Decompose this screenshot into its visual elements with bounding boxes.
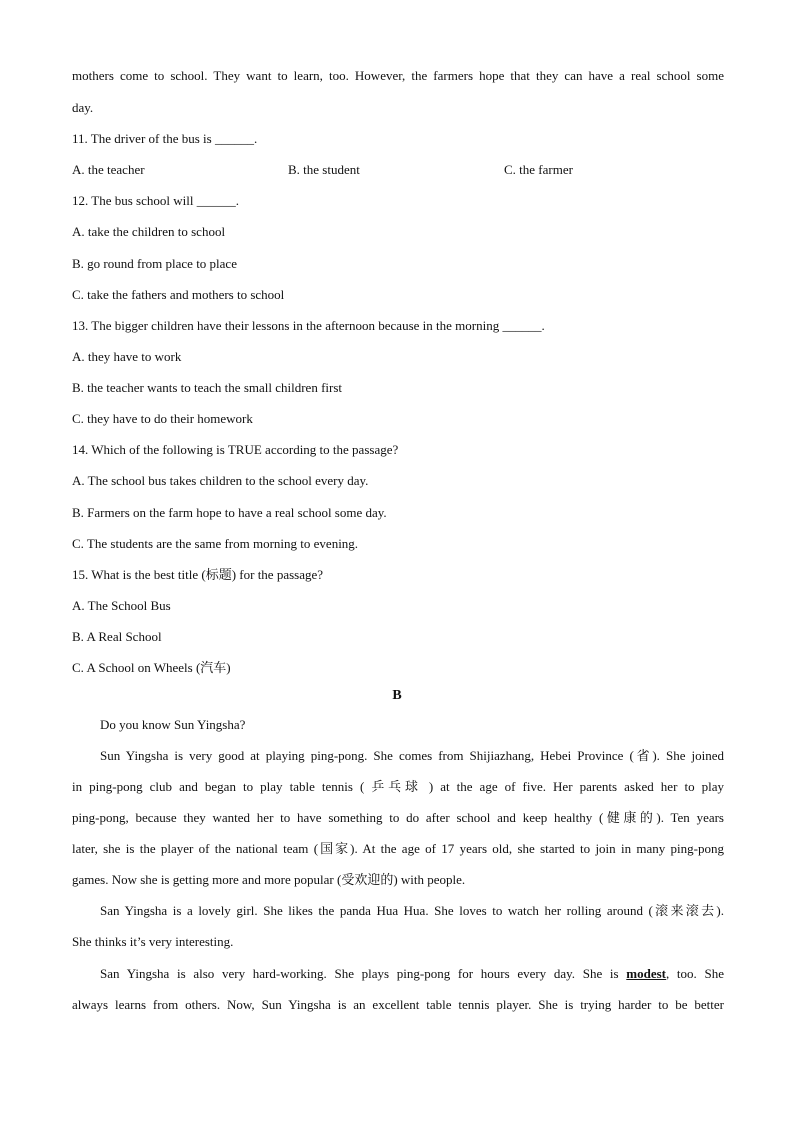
section-b-heading: B (392, 688, 402, 703)
paragraph-3-line-1 (100, 966, 724, 982)
paragraph-2-line-1: San Yingsha is a lovely girl. She likes the panda Hua Hua. She loves to watch her rolling around (滚来滚去). (100, 903, 724, 918)
modest-keyword: modest (626, 966, 666, 981)
question-13-option-a: A. they have to work (72, 349, 182, 364)
paragraph-1-line-3: ping-pong, because they wanted her to have something to do after school and keep healthy (健康的). Ten years (72, 810, 724, 825)
paragraph-1-line-4: later, she is the player of the national team (国家). At the age of 17 years old, she started to join in many ping-pong (72, 841, 724, 856)
question-15-stem: 15. What is the best title (标题) for the passage? (72, 567, 324, 582)
paragraph-1-line-1: Sun Yingsha is very good at playing ping-pong. She comes from Shijiazhang, Hebei Province (省). She joined (100, 748, 724, 763)
question-11-stem: 11. The driver of the bus is ______. (72, 131, 258, 146)
question-12-option-c: C. take the fathers and mothers to school (72, 287, 285, 302)
paragraph-1-line-2: in ping-pong club and began to play table tennis ( 乒乓球 ) at the age of five. Her parents asked her to play (72, 779, 724, 794)
question-11-option-b: B. the student (288, 162, 360, 177)
question-11-option-c: C. the farmer (504, 162, 573, 177)
question-12-stem: 12. The bus school will ______. (72, 193, 239, 208)
question-13-option-c: C. they have to do their homework (72, 411, 253, 426)
question-14-option-b: B. Farmers on the farm hope to have a real school some day. (72, 505, 387, 520)
paragraph-3-text-before: San Yingsha is also very hard-working. She plays ping-pong for hours every day. She is (100, 966, 627, 981)
question-15-option-b: B. A Real School (72, 629, 162, 644)
paragraph-1-line-5: games. Now she is getting more and more popular (受欢迎的) with people. (72, 872, 466, 887)
question-14-stem: 14. Which of the following is TRUE according to the passage? (72, 442, 399, 457)
question-11-option-a: A. the teacher (72, 162, 145, 177)
question-13-stem: 13. The bigger children have their lessons in the afternoon because in the morning ______. (72, 318, 545, 333)
paragraph-2-line-2: She thinks it’s very interesting. (72, 934, 234, 949)
question-14-option-c: C. The students are the same from morning to evening. (72, 536, 359, 551)
question-14-option-a: A. The school bus takes children to the school every day. (72, 473, 369, 488)
section-b-intro: Do you know Sun Yingsha? (100, 717, 246, 732)
question-13-option-b: B. the teacher wants to teach the small children first (72, 380, 343, 395)
paragraph-3-line-2: always learns from others. Now, Sun Yingsha is an excellent table tennis player. She is trying harder to be better (72, 997, 724, 1012)
question-15-option-c: C. A School on Wheels (汽车) (72, 660, 231, 675)
paragraph-3-text-after: , too. She (666, 966, 724, 981)
passage-a-line-1: mothers come to school. They want to learn, too. However, the farmers hope that they can have a real school some (72, 68, 724, 83)
question-15-option-a: A. The School Bus (72, 598, 171, 613)
passage-a-line-2: day. (72, 100, 94, 115)
question-12-option-b: B. go round from place to place (72, 256, 237, 271)
question-12-option-a: A. take the children to school (72, 224, 226, 239)
